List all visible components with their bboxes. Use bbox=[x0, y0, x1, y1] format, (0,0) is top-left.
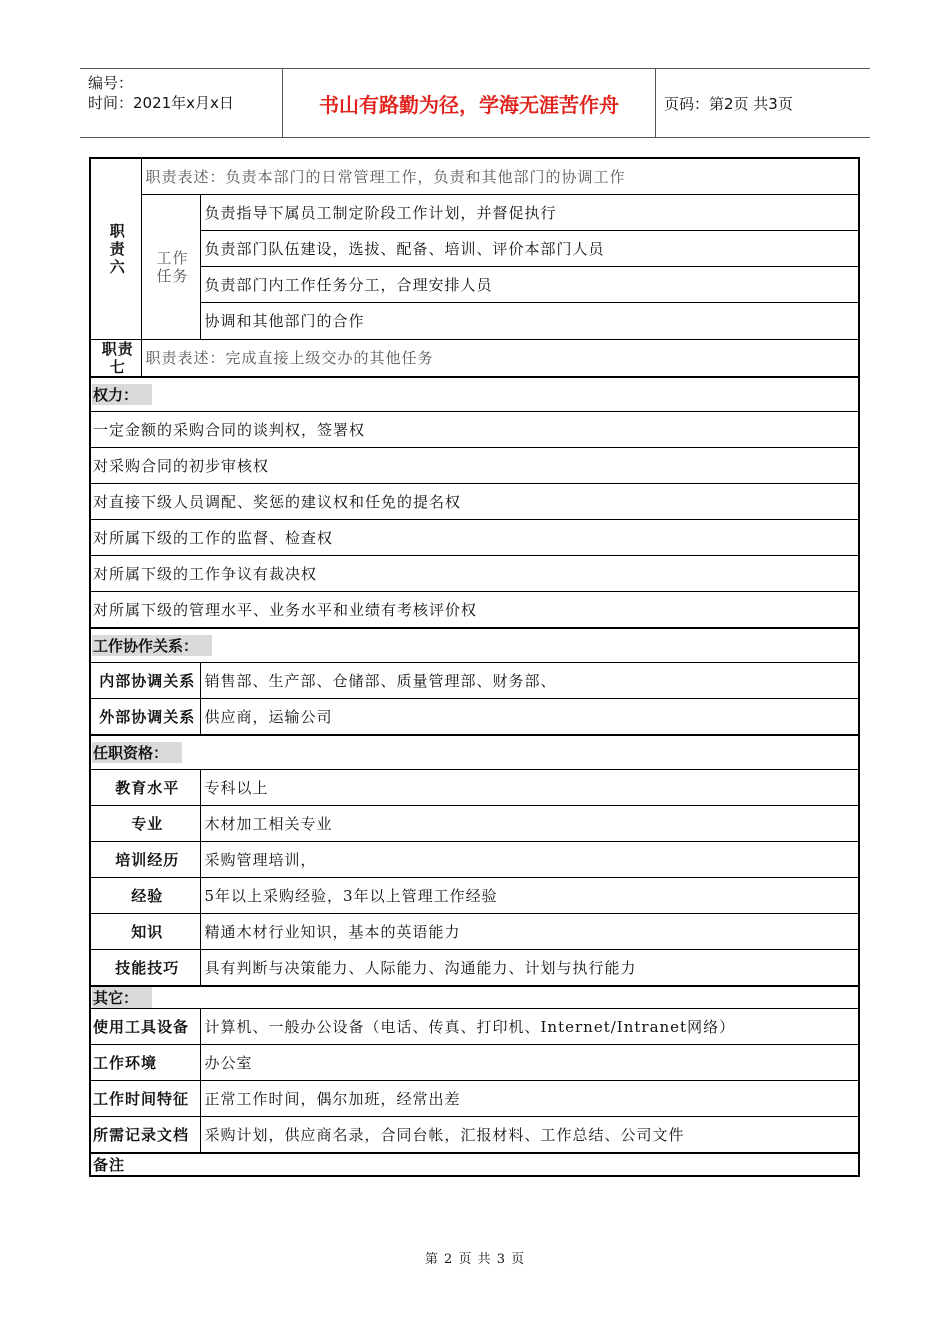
other-value: 计算机、一般办公设备（电话、传真、打印机、Internet/Intranet网络） bbox=[200, 1009, 859, 1045]
duty6-task-row bbox=[90, 266, 859, 302]
authority-item: 对直接下级人员调配、奖惩的建议权和任免的提名权 bbox=[90, 483, 859, 519]
document-time-label: 时间：2021年x月x日 bbox=[88, 94, 234, 112]
job-description-table bbox=[89, 157, 860, 1177]
qualification-value: 专科以上 bbox=[200, 769, 859, 805]
duty7-row bbox=[90, 339, 859, 377]
qualification-label: 经验 bbox=[90, 877, 200, 913]
authority-item: 一定金额的采购合同的谈判权，签署权 bbox=[90, 411, 859, 447]
duty6-label: 职 责 六 bbox=[90, 158, 141, 339]
duty6-task: 负责指导下属员工制定阶段工作计划，并督促执行 bbox=[200, 194, 859, 230]
duty6-task-row bbox=[90, 230, 859, 266]
other-label: 所需记录文档 bbox=[90, 1117, 200, 1153]
qualification-value: 木材加工相关专业 bbox=[200, 805, 859, 841]
header-left bbox=[88, 73, 234, 113]
qualification-value: 具有判断与决策能力、人际能力、沟通能力、计划与执行能力 bbox=[200, 949, 859, 986]
cooperation-row bbox=[90, 698, 859, 735]
other-label: 工作时间特征 bbox=[90, 1081, 200, 1117]
qualification-value: 采购管理培训， bbox=[200, 841, 859, 877]
remarks-title: 备注 bbox=[90, 1153, 859, 1176]
duty6-task: 协调和其他部门的合作 bbox=[200, 302, 859, 339]
duty6-task: 负责部门队伍建设，选拔、配备、培训、评价本部门人员 bbox=[200, 230, 859, 266]
authority-item: 对采购合同的初步审核权 bbox=[90, 447, 859, 483]
qualification-title: 任职资格： bbox=[92, 742, 182, 763]
authority-item: 对所属下级的管理水平、业务水平和业绩有考核评价权 bbox=[90, 591, 859, 628]
other-label: 工作环境 bbox=[90, 1045, 200, 1081]
header-page-label: 页码：第2页 共3页 bbox=[664, 95, 793, 113]
qualification-label: 知识 bbox=[90, 913, 200, 949]
other-label: 使用工具设备 bbox=[90, 1009, 200, 1045]
cooperation-value: 供应商，运输公司 bbox=[200, 698, 859, 735]
duty7-label: 职责 七 bbox=[90, 339, 141, 377]
cooperation-value: 销售部、生产部、仓储部、质量管理部、财务部、 bbox=[200, 662, 859, 698]
cooperation-row bbox=[90, 662, 859, 698]
other-value: 采购计划，供应商名录，合同台帐，汇报材料、工作总结、公司文件 bbox=[200, 1117, 859, 1153]
authority-header-row bbox=[90, 377, 859, 411]
duty6-description: 职责表述：负责本部门的日常管理工作，负责和其他部门的协调工作 bbox=[141, 158, 859, 194]
cooperation-label: 外部协调关系 bbox=[90, 698, 200, 735]
authority-item: 对所属下级的工作争议有裁决权 bbox=[90, 555, 859, 591]
page-footer: 第 2 页 共 3 页 bbox=[424, 1252, 526, 1267]
qualification-label: 专业 bbox=[90, 805, 200, 841]
document-number-label: 编号： bbox=[88, 74, 134, 92]
qualification-value: 5年以上采购经验，3年以上管理工作经验 bbox=[200, 877, 859, 913]
qualification-label: 技能技巧 bbox=[90, 949, 200, 986]
qualification-header-row bbox=[90, 735, 859, 769]
remarks-row bbox=[90, 1153, 859, 1176]
cooperation-title: 工作协作关系： bbox=[92, 635, 212, 656]
duty6-description-row bbox=[90, 158, 859, 194]
duty7-description: 职责表述：完成直接上级交办的其他任务 bbox=[141, 339, 859, 377]
qualification-label: 教育水平 bbox=[90, 769, 200, 805]
header-motto: 书山有路勤为径，学海无涯苦作舟 bbox=[282, 69, 656, 137]
authority-title: 权力： bbox=[92, 384, 152, 405]
duty6-task-row bbox=[90, 194, 859, 230]
other-value: 办公室 bbox=[200, 1045, 859, 1081]
page-header bbox=[80, 68, 870, 138]
other-title: 其它： bbox=[92, 987, 152, 1008]
cooperation-label: 内部协调关系 bbox=[90, 662, 200, 698]
other-header-row bbox=[90, 986, 859, 1009]
duty6-task-row bbox=[90, 302, 859, 339]
other-value: 正常工作时间，偶尔加班，经常出差 bbox=[200, 1081, 859, 1117]
qualification-value: 精通木材行业知识，基本的英语能力 bbox=[200, 913, 859, 949]
authority-item: 对所属下级的工作的监督、检查权 bbox=[90, 519, 859, 555]
cooperation-header-row bbox=[90, 628, 859, 662]
qualification-label: 培训经历 bbox=[90, 841, 200, 877]
duty6-tasks-label: 工作 任务 bbox=[141, 194, 200, 339]
duty6-task: 负责部门内工作任务分工，合理安排人员 bbox=[200, 266, 859, 302]
